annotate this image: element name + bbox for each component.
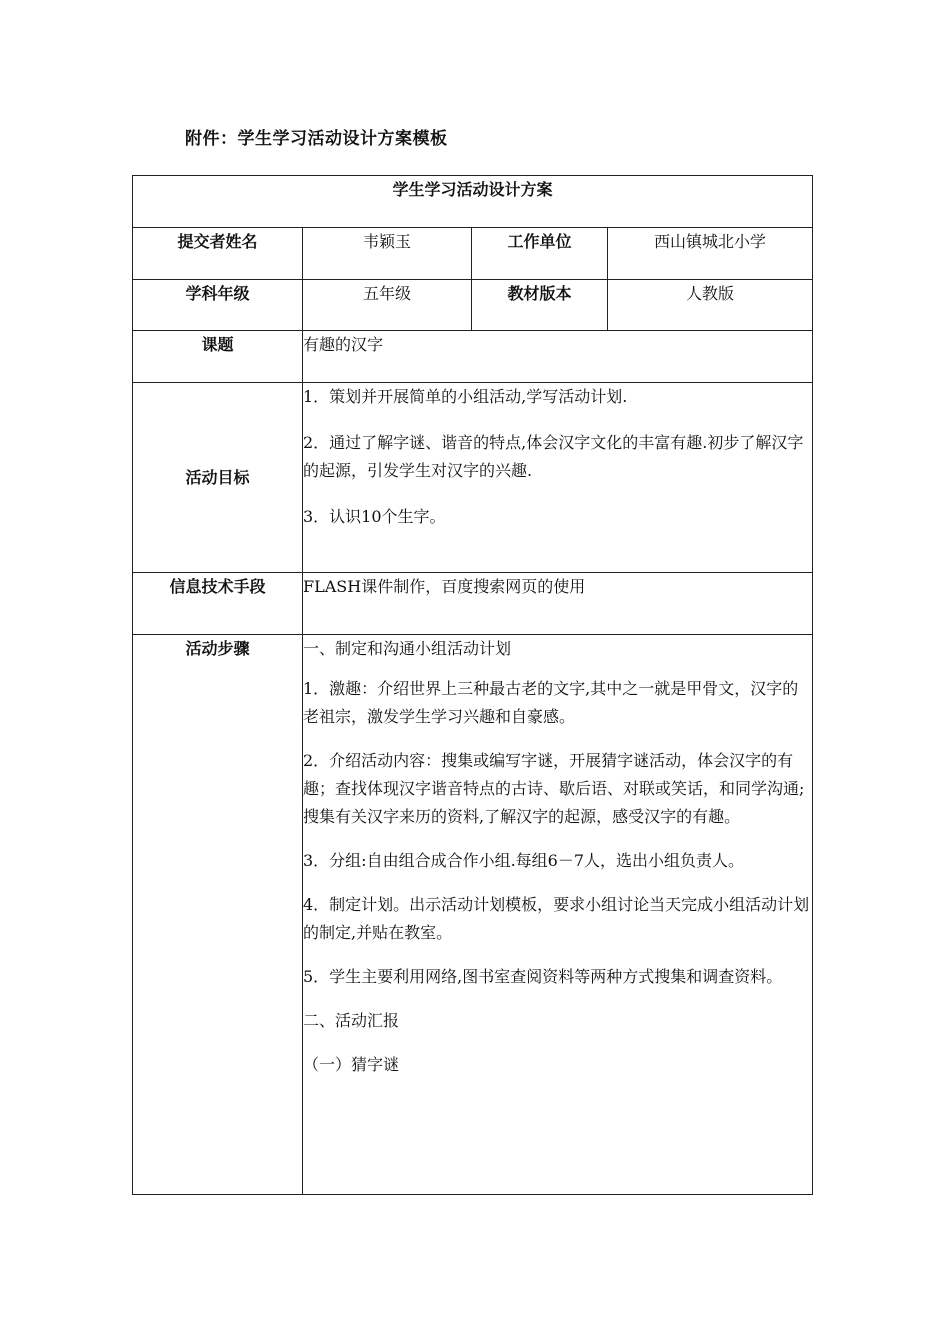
form-title: 学生学习活动设计方案 <box>133 176 813 228</box>
goal-item: 3．认识10个生字。 <box>303 507 446 526</box>
edition-value: 人教版 <box>608 280 813 331</box>
topic-label: 课题 <box>133 331 303 383</box>
tech-label: 信息技术手段 <box>133 573 303 635</box>
submitter-value: 韦颖玉 <box>303 228 472 280</box>
goal-item: 2．通过了解字谜、谐音的特点,体会汉字文化的丰富有趣.初步了解汉字的起源，引发学生对汉字的兴趣. <box>303 433 804 480</box>
step-item: （一）猜字谜 <box>303 1055 400 1074</box>
edition-label: 教材版本 <box>472 280 608 331</box>
submitter-row <box>133 228 813 280</box>
tech-row <box>133 573 813 635</box>
steps-label: 活动步骤 <box>133 635 303 1195</box>
step-item: 1．激趣：介绍世界上三种最古老的文字,其中之一就是甲骨文，汉字的老祖宗，激发学生学习兴趣和自豪感。 <box>303 679 799 726</box>
goals-content <box>303 383 813 573</box>
grade-row <box>133 280 813 331</box>
step-item: 3．分组:自由组合成合作小组.每组6－7人，选出小组负责人。 <box>303 851 745 870</box>
step-item: 2．介绍活动内容：搜集或编写字谜，开展猜字谜活动，体会汉字的有趣；查找体现汉字谐音特点的古诗、歇后语、对联或笑话，和同学沟通;搜集有关汉字来历的资料,了解汉字的起源，感受汉字的有趣。 <box>303 751 805 826</box>
grade-label: 学科年级 <box>133 280 303 331</box>
step-item: 4．制定计划。出示活动计划模板，要求小组讨论当天完成小组活动计划的制定,并贴在教室。 <box>303 895 810 942</box>
unit-value: 西山镇城北小学 <box>608 228 813 280</box>
tech-value: FLASH课件制作，百度搜索网页的使用 <box>303 573 813 635</box>
goal-item: 1．策划并开展简单的小组活动,学写活动计划. <box>303 387 628 406</box>
step-item: 一、制定和沟通小组活动计划 <box>303 639 512 658</box>
topic-value: 有趣的汉字 <box>303 331 813 383</box>
goals-label: 活动目标 <box>133 383 303 573</box>
goals-row <box>133 383 813 573</box>
title-row <box>133 176 813 228</box>
attachment-title: 附件：学生学习活动设计方案模板 <box>185 129 448 149</box>
step-item: 5．学生主要利用网络,图书室查阅资料等两种方式搜集和调查资料。 <box>303 967 783 986</box>
grade-value: 五年级 <box>303 280 472 331</box>
unit-label: 工作单位 <box>472 228 608 280</box>
steps-content <box>303 635 813 1195</box>
steps-row <box>133 635 813 1195</box>
submitter-label: 提交者姓名 <box>133 228 303 280</box>
topic-row <box>133 331 813 383</box>
step-item: 二、活动汇报 <box>303 1011 400 1030</box>
activity-plan-table <box>132 175 813 1195</box>
